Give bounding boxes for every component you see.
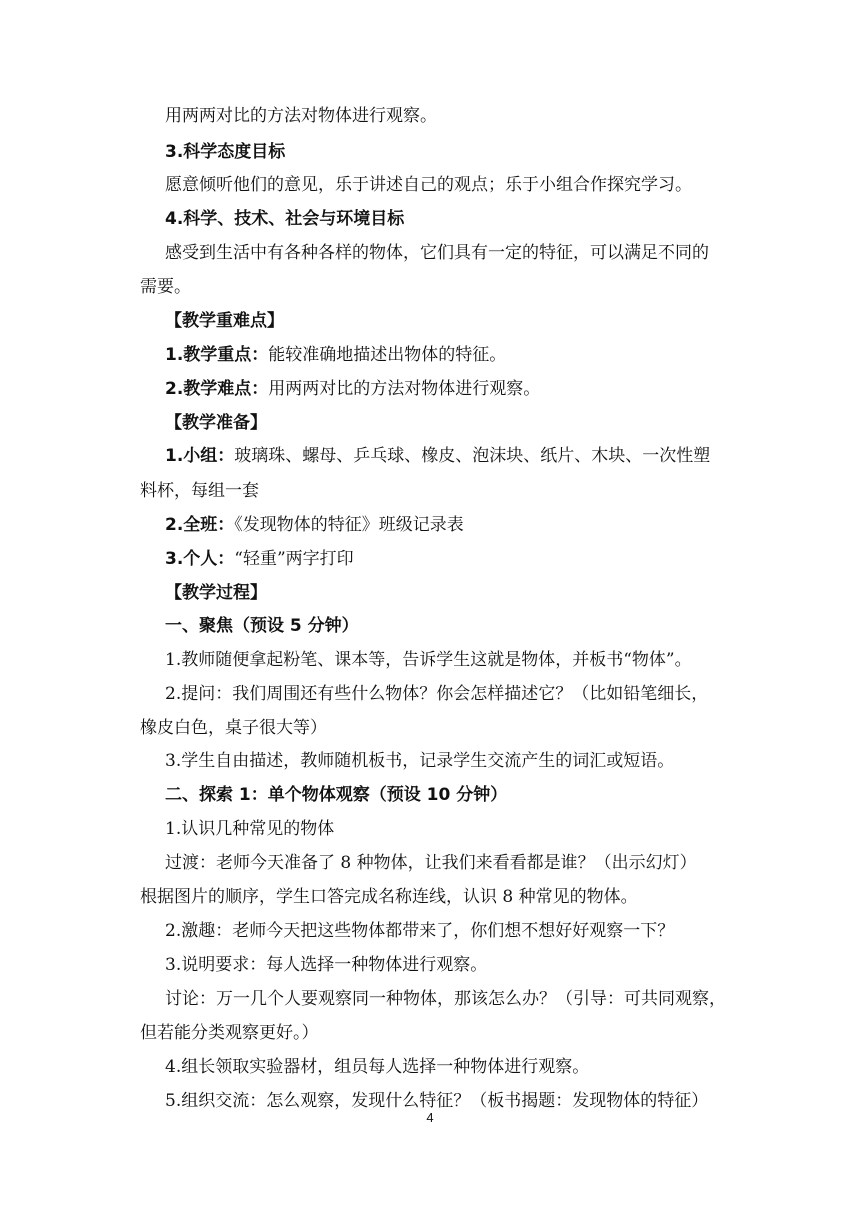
text-line — [165, 817, 334, 841]
text-line — [165, 513, 464, 537]
line-text: 但若能分类观察更好。） — [140, 1023, 319, 1043]
line-label: 2.教学难点： — [165, 379, 269, 399]
line-text: 3.学生自由描述，教师随机板书，记录学生交流产生的词汇或短语。 — [165, 751, 675, 771]
line-text: 橡皮白色，桌子很大等） — [140, 718, 327, 738]
text-line — [140, 275, 191, 299]
line-text: 能较准确地描述出物体的特征。 — [268, 345, 507, 365]
line-text: 2.提问：我们周围还有些什么物体？你会怎样描述它？（比如铅笔细长， — [165, 684, 709, 704]
line-text: 4.科学、技术、社会与环境目标 — [165, 209, 405, 229]
text-line — [165, 377, 540, 401]
line-label: 2.全班： — [165, 515, 235, 535]
text-line — [165, 614, 359, 638]
text-line — [165, 919, 674, 943]
line-text: 二、探索 1：单个物体观察（预设 10 分钟） — [165, 785, 508, 805]
text-line — [165, 411, 267, 435]
line-text: 讨论：万一几个人要观察同一种物体，那该怎么办？（引导：可共同观察， — [165, 989, 726, 1009]
line-text: 【教学重难点】 — [165, 311, 284, 331]
text-line — [165, 581, 267, 605]
text-line — [165, 1055, 589, 1079]
text-line — [165, 648, 692, 672]
line-text: 根据图片的顺序，学生口答完成名称连线，认识 8 种常见的物体。 — [140, 887, 638, 907]
text-line — [140, 1021, 319, 1045]
text-line — [165, 241, 709, 265]
line-text: 4.组长领取实验器材，组员每人选择一种物体进行观察。 — [165, 1057, 590, 1077]
line-text: 过渡：老师今天准备了 8 种物体，让我们来看看都是谁？（出示幻灯） — [165, 853, 697, 873]
line-text: 3.科学态度目标 — [165, 142, 286, 162]
text-line — [165, 207, 404, 231]
text-line — [165, 309, 284, 333]
line-text: 1.认识几种常见的物体 — [165, 819, 335, 839]
line-text: 愿意倾听他们的意见，乐于讲述自己的观点；乐于小组合作探究学习。 — [165, 175, 692, 195]
text-line — [165, 953, 487, 977]
text-line — [165, 173, 692, 197]
line-text: 3.说明要求：每人选择一种物体进行观察。 — [165, 955, 488, 975]
text-line — [165, 547, 354, 571]
text-line — [165, 749, 674, 773]
text-line — [165, 444, 710, 468]
text-line — [165, 851, 697, 875]
line-text: 需要。 — [140, 277, 191, 297]
line-label: 1.教学重点： — [165, 345, 269, 365]
line-text: 1.教师随便拿起粉笔、课本等，告诉学生这就是物体，并板书“物体”。 — [165, 650, 692, 670]
line-text: 【教学过程】 — [165, 583, 267, 603]
line-text: 用两两对比的方法对物体进行观察。 — [165, 106, 437, 126]
line-label: 1.小组： — [165, 446, 235, 466]
line-text: “轻重”两字打印 — [234, 549, 354, 569]
line-text: 5.组织交流：怎么观察，发现什么特征？（板书揭题：发现物体的特征） — [165, 1091, 709, 1111]
page-number: 4 — [426, 1110, 434, 1125]
line-text: 料杯，每组一套 — [140, 481, 259, 501]
line-label: 3.个人： — [165, 549, 235, 569]
text-line — [140, 716, 327, 740]
line-text: 2.激趣：老师今天把这些物体都带来了，你们想不想好好观察一下？ — [165, 921, 675, 941]
text-line — [165, 343, 506, 367]
text-line — [165, 987, 726, 1011]
text-line — [165, 783, 507, 807]
line-text: 【教学准备】 — [165, 413, 267, 433]
text-line — [165, 104, 437, 128]
text-line — [140, 885, 638, 909]
line-text: 《发现物体的特征》班级记录表 — [234, 515, 464, 535]
text-line — [140, 479, 259, 503]
line-text: 感受到生活中有各种各样的物体，它们具有一定的特征，可以满足不同的 — [165, 243, 709, 263]
text-line — [165, 140, 285, 164]
line-text: 用两两对比的方法对物体进行观察。 — [268, 379, 541, 399]
line-text: 一、聚焦（预设 5 分钟） — [165, 616, 359, 636]
text-line — [165, 682, 708, 706]
line-text: 玻璃珠、螺母、乒乓球、橡皮、泡沫块、纸片、木块、一次性塑 — [234, 446, 711, 466]
